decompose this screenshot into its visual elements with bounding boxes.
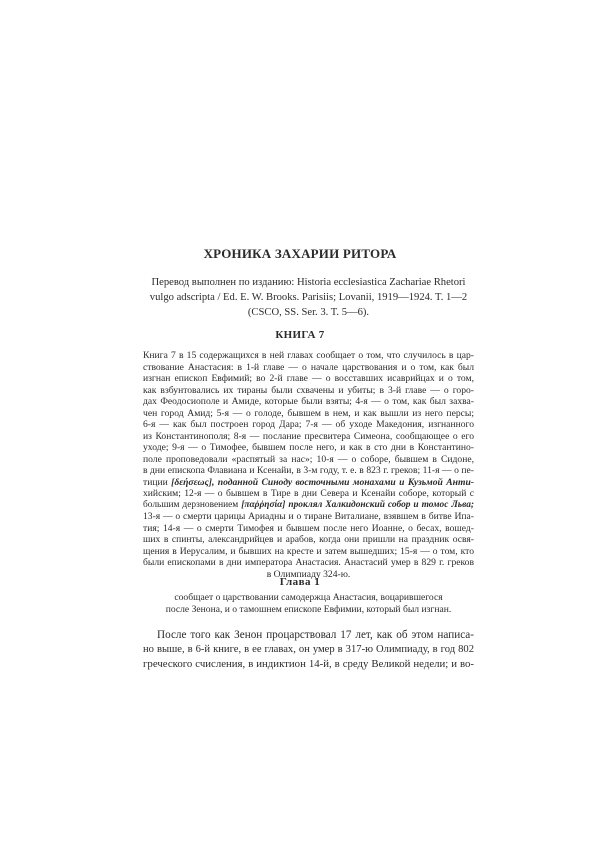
summary-line: изгнан епископ Евфимий; во 2-й главе — о восставших исаврийцах и о том,	[143, 373, 474, 384]
summary-line: 13-я — о смерти царицы Ариадны и о тиране Виталиане, взявшем в битве Ипа-	[143, 511, 474, 522]
chapter-summary-line: сообщает о царствовании самодержца Анастасия, воцарившегося	[174, 592, 443, 603]
summary-fragment: большим дерзновением	[143, 499, 239, 510]
edition-line: vulgo adscripta / Ed. E. W. Brooks. Parisiis; Lovanii, 1919—1924. T. 1—2	[149, 292, 468, 303]
summary-line	[143, 500, 474, 512]
document-title: ХРОНИКА ЗАХАРИИ РИТОРА	[203, 246, 397, 261]
edition-line: Перевод выполнен по изданию: Historia ecclesiastica Zachariae Rhetori	[151, 277, 466, 288]
book-heading: КНИГА 7	[275, 329, 325, 341]
body-line: но выше, в 6-й книге, в ее главах, он умер в 317-ю Олимпиаду, в год 802	[143, 643, 474, 655]
greek-term-parresia: [παῤῥησία] проклял Халкидонский собор и томос Льва;	[241, 499, 474, 510]
summary-line: щения в Иерусалим, и бывших на кресте и затем вышедших; 15-я — о том, кто	[143, 545, 474, 557]
summary-line: тия; 14-я — о смерти Тимофея и бывшем после него Иоанне, о бесах, вошед-	[143, 522, 474, 534]
chapter-summary-line: после Зенона, и о тамошнем епископе Евфимии, который был изгнан.	[165, 604, 452, 615]
chapter-summary	[143, 592, 474, 616]
body-line: После того как Зенон процарствовал 17 лет, как об этом написа-	[157, 629, 474, 641]
summary-line: в Олимпиаду 324-ю.	[266, 568, 351, 580]
summary-line: хийским; 12-я — о бывшем в Тире в дни Севера и Ксенайи соборе, который с	[143, 488, 474, 499]
summary-line: 6-я — как был построен город Дара; 7-я — об уходе Македония, изгнанного	[143, 419, 474, 430]
summary-line: уходе; 9-я — о Тимофее, бывшем после него, и как в сто дни в Константино-	[143, 442, 474, 453]
summary-line: чен город Амид; 5-я — о голоде, бывшем в нем, и как вышли из него персы;	[143, 407, 474, 419]
summary-line: дах Феодосиополе и Амиде, которые были взяты; 4-я — о том, как был захва-	[143, 396, 474, 407]
chapter-body	[143, 628, 474, 672]
summary-line: ших в спинты, александрийцев и арабов, когда они пришли на праздник освя-	[143, 534, 474, 545]
summary-line: были епископами в дни императора Анастасия. Анастасий умер в 829 г. греков	[143, 557, 474, 568]
summary-fragment: тиции	[143, 476, 168, 488]
edition-note	[143, 275, 474, 320]
summary-line: в дни епископа Флавиана и Ксенайи, в 3-м году, т. е. в 823 г. греков; 11-я — о пе-	[143, 465, 474, 476]
summary-line: как взбунтовались их тираны были схвачены и убиты; в 3-й главе — о горо-	[143, 384, 474, 396]
book-summary	[143, 350, 474, 580]
edition-line: (CSCO, SS. Ser. 3. T. 5—6).	[247, 307, 370, 318]
chapter-heading: Глава 1	[279, 576, 321, 588]
summary-line: поле проповедовали «распятый за нас»; 10-я — о соборе, бывшем в Сидоне,	[143, 453, 474, 465]
summary-line: ствование Анастасия: в 1-й главе — о начале царствования и о том, как был	[143, 361, 474, 373]
greek-term-deeseos: [δεήσεως], поданной Синоду восточными монахами и Кузьмой Анти-	[171, 476, 474, 488]
summary-line: Книга 7 в 15 содержащихся в ней главах сообщает о том, что случилось в цар-	[143, 350, 474, 361]
summary-line: из Константинополя; 8-я — послание пресвитера Симеона, сообщающее о его	[143, 430, 474, 442]
summary-line	[143, 477, 474, 489]
body-line: греческого счисления, в индиктион 14-й, в среду Великой недели; и во-	[143, 658, 474, 670]
